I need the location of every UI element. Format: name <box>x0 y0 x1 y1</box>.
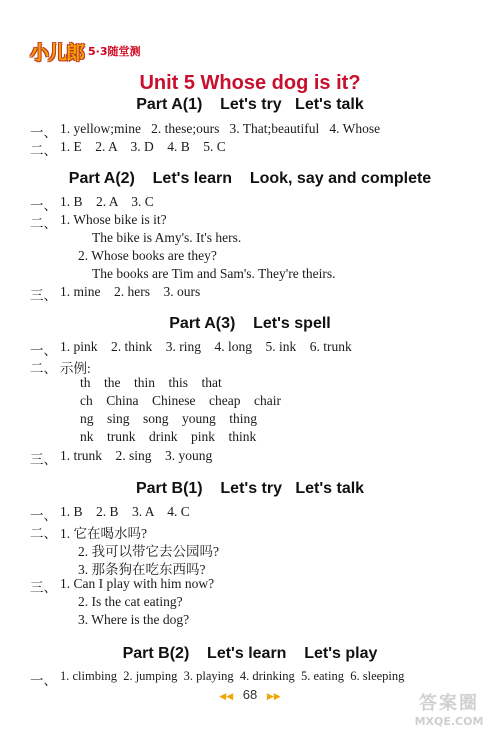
right-arrows-icon: ▶▶ <box>266 691 281 701</box>
section-title: Part B(1) Let's try Let's talk <box>135 480 365 497</box>
item-number: 三、 <box>30 580 57 595</box>
section-title: Part A(2) Let's learn Look, say and complete <box>68 170 432 187</box>
answer-line: 2. 我可以带它去公园吗? <box>78 544 219 559</box>
answer-line: 1. climbing 2. jumping 3. playing 4. drinking 5. eating 6. sleeping <box>60 669 405 683</box>
section-title: Part A(3) Let's spell <box>169 315 331 332</box>
answer-line: th the thin this that <box>80 375 222 390</box>
item-number: 三、 <box>30 288 57 303</box>
answer-line: 1. yellow;mine 2. these;ours 3. That;beautiful 4. Whose <box>60 121 381 136</box>
answer-line: 1. Whose bike is it? <box>60 212 167 227</box>
answer-line: 1. trunk 2. sing 3. young <box>60 448 213 463</box>
watermark-top: 答案圈 <box>419 693 479 714</box>
item-number: 一、 <box>30 673 57 688</box>
brand-logo <box>30 40 141 62</box>
answer-line: 2. Whose books are they? <box>78 248 217 263</box>
watermark <box>404 689 494 728</box>
item-number: 一、 <box>30 198 57 213</box>
answer-line: 1. 它在喝水吗? <box>60 526 147 541</box>
item-number: 三、 <box>30 452 57 467</box>
answer-line: 示例: <box>60 361 91 376</box>
answer-line: 1. mine 2. hers 3. ours <box>60 284 201 299</box>
answer-line: 2. Is the cat eating? <box>78 594 183 609</box>
item-number: 一、 <box>30 508 57 523</box>
logo-main-text: 小儿郎 <box>30 41 85 64</box>
answer-line: 1. B 2. A 3. C <box>60 194 154 209</box>
item-number: 二、 <box>30 526 57 541</box>
item-number: 二、 <box>30 143 57 158</box>
item-number: 二、 <box>30 216 57 231</box>
item-number: 一、 <box>30 343 57 358</box>
section-title: Part A(1) Let's try Let's talk <box>136 96 364 113</box>
section-title: Part B(2) Let's learn Let's play <box>122 645 378 662</box>
answer-line: The bike is Amy's. It's hers. <box>92 230 242 245</box>
answer-line: ng sing song young thing <box>80 411 258 426</box>
answer-line: 1. B 2. B 3. A 4. C <box>60 504 190 519</box>
page-number: 68 <box>242 687 258 702</box>
answer-line: 3. 那条狗在吃东西吗? <box>78 562 206 577</box>
item-number: 二、 <box>30 361 57 376</box>
item-number: 一、 <box>30 125 57 140</box>
answer-line: The books are Tim and Sam's. They're theirs. <box>92 266 336 281</box>
answer-line: nk trunk drink pink think <box>80 429 257 444</box>
answer-line: 1. pink 2. think 3. ring 4. long 5. ink 6. trunk <box>60 339 352 354</box>
answer-line: 1. E 2. A 3. D 4. B 5. C <box>60 139 226 154</box>
watermark-bottom: MXQE.COM <box>414 715 484 728</box>
left-arrows-icon: ◀◀ <box>219 691 234 701</box>
logo-sub-text: 5·3随堂测 <box>88 45 141 58</box>
unit-title: Unit 5 Whose dog is it? <box>139 72 361 94</box>
answer-line: 3. Where is the dog? <box>78 612 190 627</box>
answer-line: 1. Can I play with him now? <box>60 576 215 591</box>
answer-line: ch China Chinese cheap chair <box>80 393 281 408</box>
